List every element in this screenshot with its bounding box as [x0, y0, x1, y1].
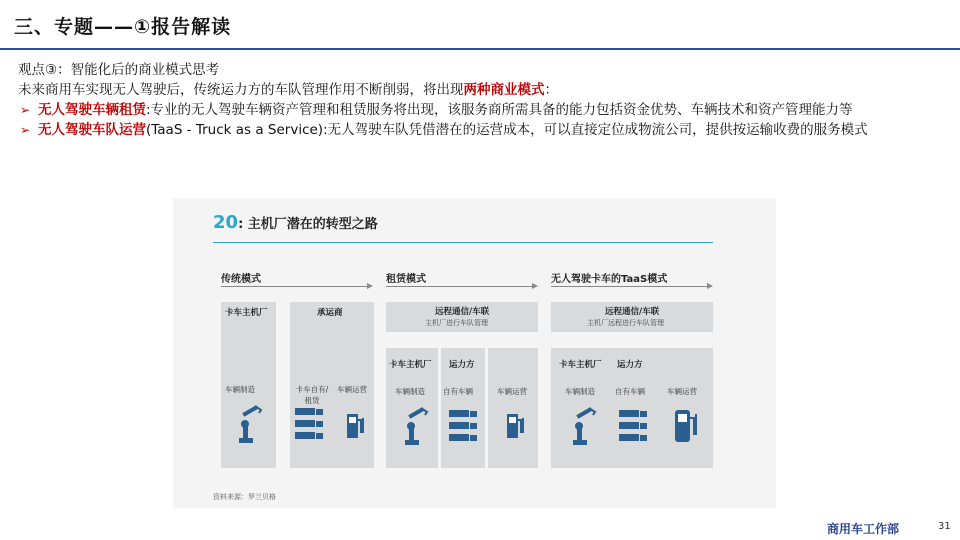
viewpoint-line: 观点③：智能化后的商业模式思考 [18, 62, 220, 78]
phase-taas: 无人驾驶卡车的TaaS模式 [551, 274, 668, 285]
figure-title-text: : 主机厂潜在的转型之路 [238, 217, 378, 232]
intro-highlight: 两种商业模式 [463, 82, 545, 98]
p3-telematics-sub: 主机厂远程进行车队管理 [587, 319, 664, 327]
fuel-pump-icon [505, 410, 525, 440]
p1-mfg-label: 车辆制造 [225, 385, 255, 394]
phase-traditional: 传统模式 [221, 274, 261, 285]
p1-own-label: 卡车自有/ 租赁 [295, 385, 329, 405]
figure-rule [213, 242, 713, 243]
p2-oem-label: 卡车主机厂 [389, 360, 432, 370]
p3-oem-label: 卡车主机厂 [559, 360, 602, 370]
p2-carrier-label: 运力方 [449, 360, 475, 370]
footer-department: 商用车工作部 [827, 522, 900, 536]
robot-arm-icon [235, 404, 263, 444]
p2-telematics-sub: 主机厂进行车队管理 [425, 319, 488, 327]
bullet-arrow-icon: ➢ [20, 103, 31, 117]
figure-source: 资料来源：罗兰贝格 [213, 493, 276, 501]
p2-telematics-label: 远程通信/车联 [435, 307, 490, 317]
p3-carrier-label: 运力方 [617, 360, 643, 370]
p3-own-label: 自有车辆 [615, 387, 645, 396]
p2-own-label: 自有车辆 [443, 387, 473, 396]
transformation-figure [173, 198, 776, 508]
figure-title [213, 212, 378, 233]
intro-colon: ： [544, 82, 558, 98]
body-text [18, 60, 948, 140]
p1-ops-label: 车辆运营 [337, 385, 367, 394]
phase-arrow [551, 286, 711, 287]
fuel-pump-icon [345, 410, 365, 440]
page-number: 31 [938, 521, 951, 532]
truck-fleet-icon [447, 408, 479, 444]
bullet-leasing-title: 无人驾驶车辆租赁 [38, 102, 146, 118]
p2-ops-box [488, 348, 538, 468]
p3-ops-label: 车辆运营 [667, 387, 697, 396]
bullet-taas [18, 120, 948, 140]
truck-fleet-icon [293, 406, 325, 442]
bullet-taas-title: 无人驾驶车队运营 [38, 122, 146, 138]
page-title: 三、专题——①报告解读 [14, 16, 232, 38]
fuel-pump-icon [673, 406, 699, 444]
p2-mfg-label: 车辆制造 [395, 387, 425, 396]
p3-telematics-label: 远程通信/车联 [605, 307, 660, 317]
p1-oem-label: 卡车主机厂 [225, 308, 268, 318]
robot-arm-icon [401, 406, 429, 446]
phase-leasing: 租赁模式 [386, 274, 426, 285]
bullet-leasing-text: :专业的无人驾驶车辆资产管理和租赁服务将出现，该服务商所需具备的能力包括资金优势、车辆技术和资产管理能力等 [146, 102, 853, 118]
truck-fleet-icon [617, 408, 649, 444]
intro-line [18, 80, 948, 100]
phase-arrow [386, 286, 536, 287]
bullet-leasing [18, 100, 948, 120]
robot-arm-icon [569, 406, 597, 446]
p2-ops-label: 车辆运营 [497, 387, 527, 396]
intro-text: 未来商用车实现无人驾驶后，传统运力方的车队管理作用不断削弱，将出现 [18, 82, 464, 98]
title-divider [0, 48, 960, 50]
p3-mfg-label: 车辆制造 [565, 387, 595, 396]
bullet-taas-text: (TaaS - Truck as a Service):无人驾驶车队凭借潜在的运营成本，可以直接定位成物流公司，提供按运输收费的服务模式 [146, 122, 868, 138]
bullet-arrow-icon: ➢ [20, 123, 31, 137]
figure-number: 20 [213, 212, 239, 233]
p1-carrier-label: 承运商 [317, 308, 343, 318]
phase-arrow [221, 286, 371, 287]
